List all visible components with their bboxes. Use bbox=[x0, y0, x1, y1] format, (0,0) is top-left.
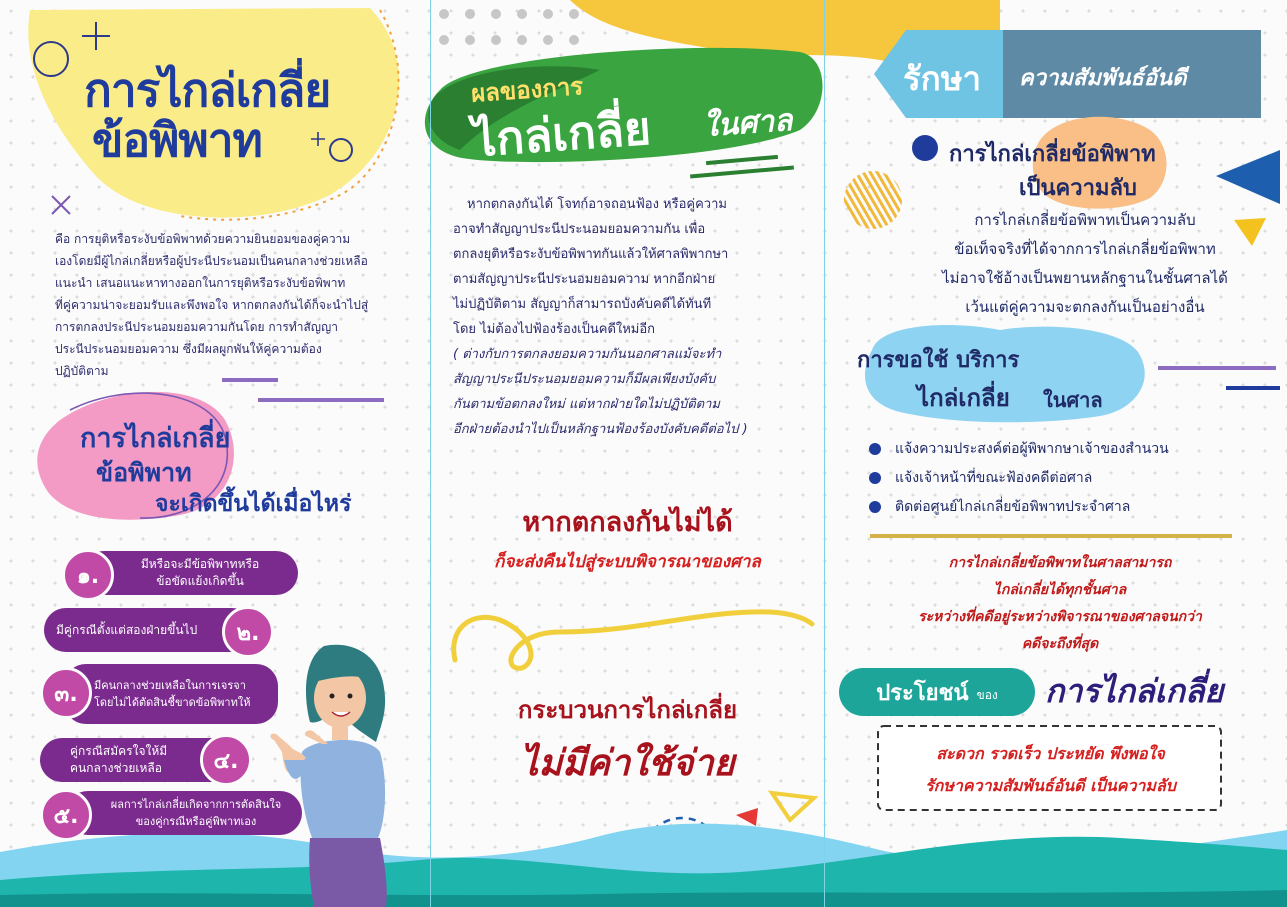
definition-line: ประนีประนอมยอมความ ซึ่งมีผลผูกพันให้คู่ความต้อง bbox=[55, 342, 322, 356]
condition-number-3: ๓. bbox=[40, 667, 92, 719]
condition-item-2: มีคู่กรณีตั้งแต่สองฝ่ายขึ้นไป bbox=[44, 608, 254, 652]
definition-line: คือ การยุติหรือระงับข้อพิพาทด้วยความยินยอมของคู่ความ bbox=[55, 232, 351, 246]
request-heading-2: ไกล่เกลี่ย bbox=[917, 384, 1010, 412]
fold-line-1 bbox=[430, 0, 431, 907]
bullet-icon bbox=[869, 472, 881, 484]
note-line: สัญญาประนีประนอมยอมความก็มีผลเพียงบังคับ bbox=[453, 372, 716, 387]
bullet-icon bbox=[869, 501, 881, 513]
all-levels-line: ไกล่เกลี่ยได้ทุกชั้นศาล bbox=[993, 582, 1127, 598]
request-item bbox=[869, 434, 1279, 463]
panel-result-in-court bbox=[431, 0, 824, 907]
secret-heading-2: เป็นความลับ bbox=[1019, 176, 1137, 201]
definition-line: ปฏิบัติตาม bbox=[55, 364, 109, 378]
result-line: ตกลงยุติหรือระงับข้อพิพาทกันแล้วให้ศาลพิพากษา bbox=[453, 247, 729, 262]
condition-number-5: ๕. bbox=[40, 789, 92, 841]
request-item-text: ติดต่อศูนย์ไกล่เกลี่ยข้อพิพาทประจำศาล bbox=[895, 498, 1131, 515]
banner-tail-text: ในศาล bbox=[701, 102, 794, 145]
result-line: ตามสัญญาประนีประนอมยอมความ หากอีกฝ่าย bbox=[453, 272, 716, 287]
condition-item-5: ผลการไกล่เกลี่ยเกิดจากการตัดสินใจ ของคู่กรณีหรือคู่พิพาทเอง bbox=[66, 791, 302, 835]
request-item-text: แจ้งความประสงค์ต่อผู้พิพากษาเจ้าของสำนวน bbox=[895, 440, 1169, 457]
panel-what-is-mediation bbox=[0, 0, 430, 907]
request-heading-3: ในศาล bbox=[1043, 388, 1103, 412]
result-line: โดย ไม่ต้องไปฟ้องร้องเป็นคดีใหม่อีก bbox=[453, 322, 656, 337]
secret-line: เว้นแต่คู่ความจะตกลงกันเป็นอย่างอื่น bbox=[965, 298, 1205, 316]
secret-line: ไม่อาจใช้อ้างเป็นพยานหลักฐานในชั้นศาลได้ bbox=[942, 269, 1228, 287]
definition-line: เองโดยมีผู้ไกล่เกลี่ยหรือผู้ประนีประนอมเป็นคนกลางช่วยเหลือ bbox=[55, 254, 368, 268]
secret-line: การไกล่เกลี่ยข้อพิพาทเป็นความลับ bbox=[974, 211, 1196, 229]
result-line: ไม่ปฏิบัติตาม สัญญาก็สามารถบังคับคดีได้ทันที bbox=[453, 297, 712, 312]
tag-relationship-text: ความสัมพันธ์อันดี bbox=[1019, 66, 1187, 91]
benefit-pill bbox=[839, 668, 1035, 716]
when-heading-3: จะเกิดขึ้นได้เมื่อไหร่ bbox=[155, 491, 352, 517]
definition-line: การตกลงประนีประนอมยอมความกันโดย การทำสัญญา bbox=[55, 320, 338, 334]
condition-item-4: คู่กรณีสมัครใจให้มี คนกลางช่วยเหลือ bbox=[40, 738, 236, 782]
benefit-box bbox=[879, 738, 1222, 802]
banner-small-text: ผลของการ bbox=[470, 72, 585, 108]
result-line: อาจทำสัญญาประนีประนอมยอมความกัน เพื่อ bbox=[453, 222, 706, 237]
request-item-text: แจ้งเจ้าหน้าที่ขณะฟ้องคดีต่อศาล bbox=[895, 469, 1093, 486]
condition-item-3: มีคนกลางช่วยเหลือในการเจรจา โดยไม่ได้ตัดสินชี้ขาดข้อพิพาทให้ bbox=[64, 664, 278, 724]
request-item bbox=[869, 463, 1279, 492]
secret-line: ข้อเท็จจริงที่ได้จากการไกล่เกลี่ยข้อพิพาท bbox=[954, 240, 1216, 258]
result-paragraph bbox=[453, 192, 813, 442]
fail-heading: หากตกลงกันไม่ได้ bbox=[522, 507, 733, 538]
condition-number-2: ๒. bbox=[222, 606, 274, 658]
fail-subtext: ก็จะส่งคืนไปสู่ระบบพิจารณาของศาล bbox=[494, 552, 761, 572]
main-title-line1: การไกล่เกลี่ย bbox=[84, 63, 331, 117]
woman-illustration bbox=[262, 640, 412, 907]
definition-line: แนะนำ เสนอแนะหาทางออกในการยุติหรือระงับข้อพิพาท bbox=[55, 276, 346, 290]
all-levels-line: ระหว่างที่คดีอยู่ระหว่างพิจารณาของศาลจนกว่า bbox=[918, 609, 1202, 625]
benefit-pill-text: ประโยชน์ bbox=[876, 680, 969, 706]
condition-number-4: ๔. bbox=[200, 734, 252, 786]
note-line: อีกฝ่ายต้องนำไปเป็นหลักฐานฟ้องร้องบังคับคดีต่อไป ) bbox=[453, 422, 748, 437]
no-cost-line2: ไม่มีค่าใช้จ่าย bbox=[520, 743, 735, 784]
tag-keep-word: รักษา bbox=[903, 59, 981, 98]
benefit-line: รักษาความสัมพันธ์อันดี เป็นความลับ bbox=[925, 776, 1176, 795]
all-levels-line: คดีจะถึงที่สุด bbox=[1021, 636, 1099, 652]
benefit-big-heading: การไกล่เกลี่ย bbox=[1045, 672, 1224, 710]
all-levels-line: การไกล่เกลี่ยข้อพิพาทในศาลสามารถ bbox=[948, 555, 1172, 571]
request-list bbox=[869, 434, 1279, 521]
when-heading-2: ข้อพิพาท bbox=[96, 458, 192, 487]
secret-paragraph bbox=[895, 206, 1275, 322]
benefit-line: สะดวก รวดเร็ว ประหยัด พึงพอใจ bbox=[936, 744, 1165, 763]
banner-big-text: ไกล่เกลี่ย bbox=[471, 100, 653, 168]
fold-line-2 bbox=[824, 0, 825, 907]
note-line: ( ต่างกับการตกลงยอมความกันนอกศาลแม้จะทำ bbox=[453, 347, 722, 362]
bullet-icon bbox=[869, 443, 881, 455]
no-cost-line1: กระบวนการไกล่เกลี่ย bbox=[517, 696, 738, 724]
note-line: กันตามข้อตกลงใหม่ แต่หากฝ่ายใดไม่ปฏิบัติตาม bbox=[453, 397, 720, 412]
definition-line: ที่คู่ความน่าจะยอมรับและพึงพอใจ หากตกลงกันได้ก็จะนำไปสู่ bbox=[55, 298, 369, 312]
result-line: หากตกลงกันได้ โจทก์อาจถอนฟ้อง หรือคู่ความ bbox=[467, 197, 727, 212]
condition-number-1: ๑. bbox=[62, 549, 114, 601]
request-heading-1: การขอใช้ บริการ bbox=[857, 348, 1020, 373]
when-heading-1: การไกล่เกลี่ย bbox=[80, 423, 231, 454]
main-title-line2: ข้อพิพาท bbox=[92, 113, 262, 167]
benefit-of-text: ของ bbox=[976, 687, 998, 702]
secret-heading-1: การไกล่เกลี่ยข้อพิพาท bbox=[949, 142, 1156, 167]
panel-confidentiality bbox=[825, 0, 1287, 907]
all-levels-paragraph bbox=[845, 550, 1275, 658]
condition-item-1: มีหรือจะมีข้อพิพาทหรือ ข้อขัดแย้งเกิดขึ้น bbox=[82, 551, 298, 595]
definition-paragraph bbox=[55, 228, 415, 382]
request-item bbox=[869, 492, 1279, 521]
